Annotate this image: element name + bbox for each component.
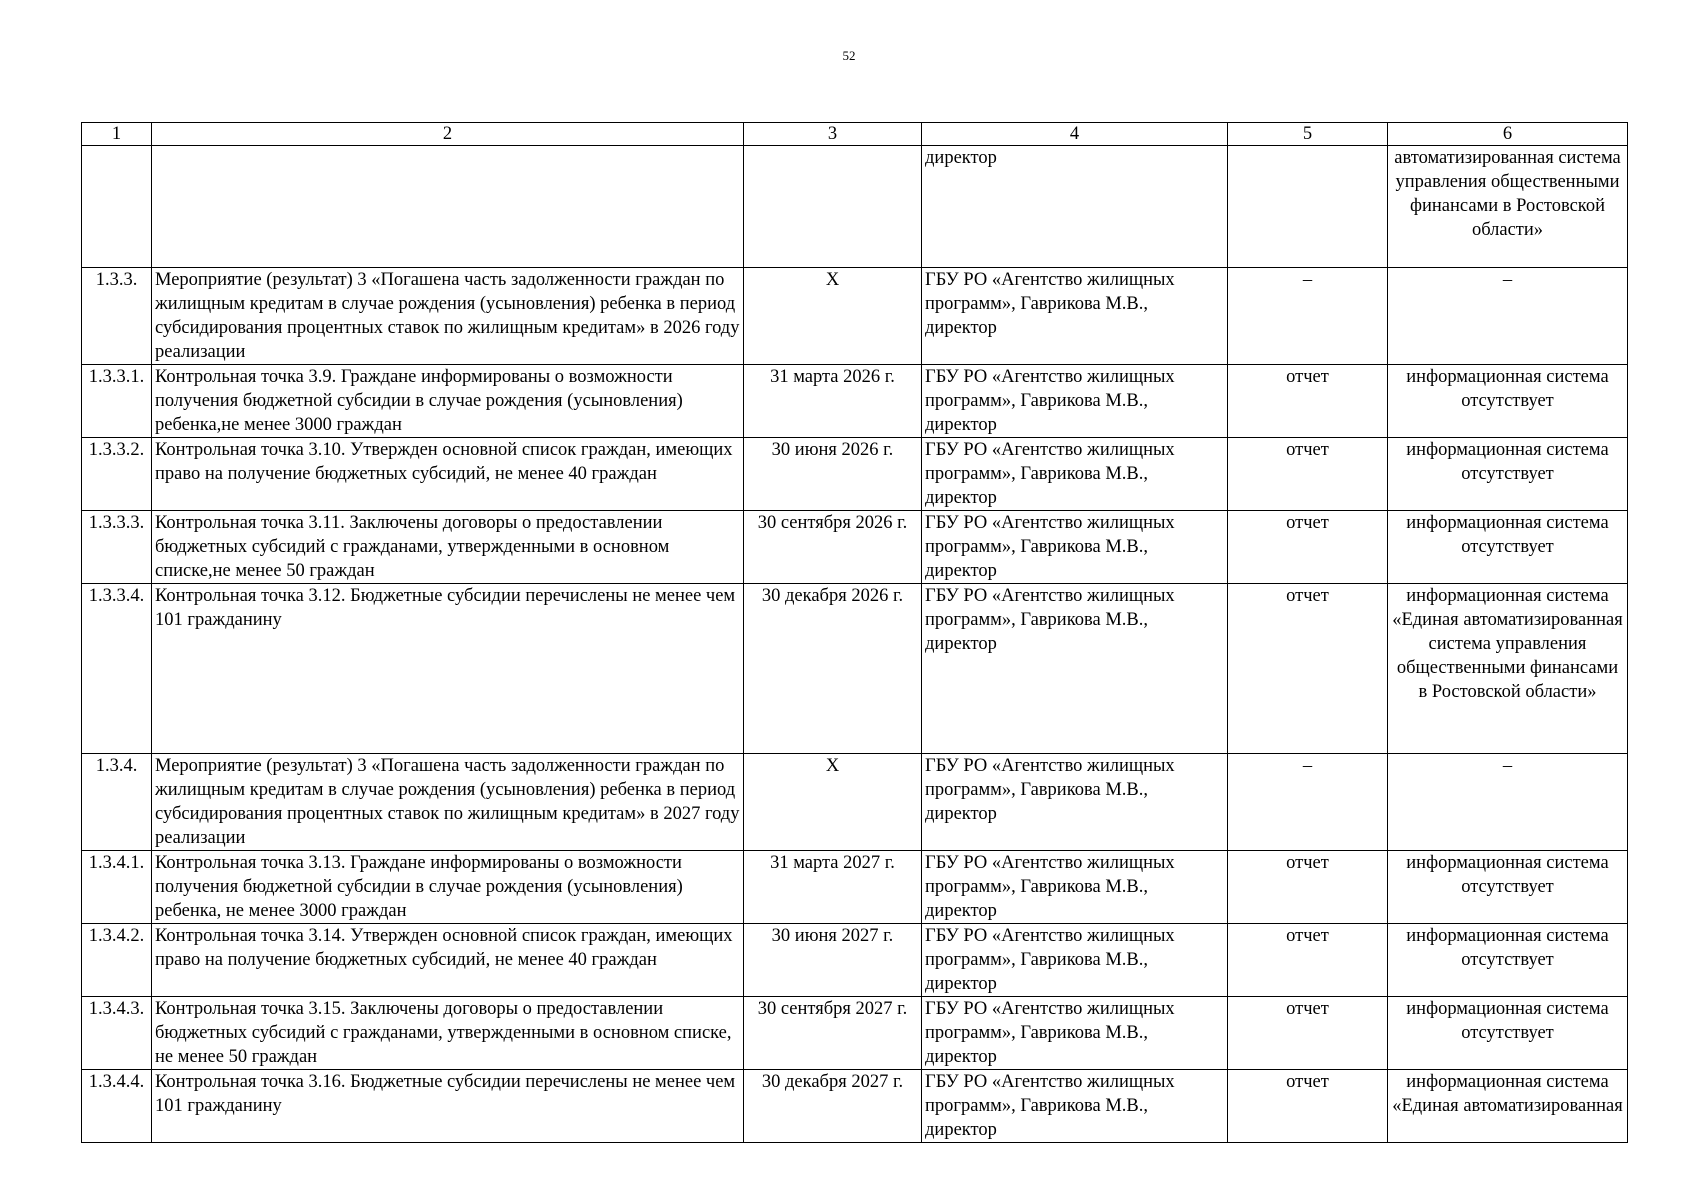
row-name: Контрольная точка 3.13. Граждане информированы о возможности получения бюджетной субсидии в случае рождения (усыновления) ребенка, не менее 3000 граждан <box>152 851 744 924</box>
row-responsible: ГБУ РО «Агентство жилищных программ», Гаврикова М.В., директор <box>922 268 1228 365</box>
row-date: 31 марта 2026 г. <box>744 365 922 438</box>
row-number: 1.3.4.3. <box>82 997 152 1070</box>
row-system: – <box>1388 754 1628 851</box>
table-row <box>82 754 1628 851</box>
row-name: Мероприятие (результат) 3 «Погашена часть задолженности граждан по жилищным кредитам в случае рождения (усыновления) ребенка в период субсидирования процентных ставок по жилищным кредитам» в 2026 году реализации <box>152 268 744 365</box>
header-col-1: 1 <box>82 123 152 146</box>
row-document: отчет <box>1228 584 1388 754</box>
row-name: Контрольная точка 3.14. Утвержден основной список граждан, имеющих право на получение бюджетных субсидий, не менее 40 граждан <box>152 924 744 997</box>
row-document: – <box>1228 754 1388 851</box>
row-responsible: ГБУ РО «Агентство жилищных программ», Гаврикова М.В., директор <box>922 438 1228 511</box>
row-responsible: ГБУ РО «Агентство жилищных программ», Гаврикова М.В., директор <box>922 1070 1228 1143</box>
row-document: отчет <box>1228 997 1388 1070</box>
row-date: 30 июня 2027 г. <box>744 924 922 997</box>
table-row <box>82 268 1628 365</box>
row-name: Контрольная точка 3.10. Утвержден основной список граждан, имеющих право на получение бюджетных субсидий, не менее 40 граждан <box>152 438 744 511</box>
table-row <box>82 584 1628 754</box>
row-number: 1.3.4.4. <box>82 1070 152 1143</box>
row-system: информационная система отсутствует <box>1388 924 1628 997</box>
row-name: Мероприятие (результат) 3 «Погашена часть задолженности граждан по жилищным кредитам в случае рождения (усыновления) ребенка в период субсидирования процентных ставок по жилищным кредитам» в 2027 году реализации <box>152 754 744 851</box>
row-document: отчет <box>1228 511 1388 584</box>
row-responsible: ГБУ РО «Агентство жилищных программ», Гаврикова М.В., директор <box>922 511 1228 584</box>
row-date: 30 декабря 2026 г. <box>744 584 922 754</box>
header-col-3: 3 <box>744 123 922 146</box>
header-col-4: 4 <box>922 123 1228 146</box>
row-name: Контрольная точка 3.9. Граждане информированы о возможности получения бюджетной субсидии в случае рождения (усыновления) ребенка,не менее 3000 граждан <box>152 365 744 438</box>
row-system: информационная система «Единая автоматизированная система управления общественными финансами в Ростовской области» <box>1388 584 1628 754</box>
row-system: информационная система «Единая автоматизированная <box>1388 1070 1628 1143</box>
header-col-5: 5 <box>1228 123 1388 146</box>
row-document: отчет <box>1228 365 1388 438</box>
row-responsible: ГБУ РО «Агентство жилищных программ», Гаврикова М.В., директор <box>922 365 1228 438</box>
row-responsible: ГБУ РО «Агентство жилищных программ», Гаврикова М.В., директор <box>922 851 1228 924</box>
row-date: 31 марта 2027 г. <box>744 851 922 924</box>
row-date: 30 сентября 2027 г. <box>744 997 922 1070</box>
row-name: Контрольная точка 3.11. Заключены договоры о предоставлении бюджетных субсидий с гражданами, утвержденными в основном списке,не менее 50 граждан <box>152 511 744 584</box>
row-number: 1.3.3.2. <box>82 438 152 511</box>
row-number: 1.3.3.3. <box>82 511 152 584</box>
table-row <box>82 438 1628 511</box>
table-row <box>82 146 1628 268</box>
row-name: Контрольная точка 3.16. Бюджетные субсидии перечислены не менее чем 101 гражданину <box>152 1070 744 1143</box>
table-row <box>82 1070 1628 1143</box>
row-system: информационная система отсутствует <box>1388 851 1628 924</box>
header-col-2: 2 <box>152 123 744 146</box>
row-number: 1.3.3.1. <box>82 365 152 438</box>
row-date: 30 декабря 2027 г. <box>744 1070 922 1143</box>
header-row <box>82 123 1628 146</box>
row-responsible: директор <box>922 146 1228 268</box>
row-document: – <box>1228 268 1388 365</box>
row-system: информационная система отсутствует <box>1388 997 1628 1070</box>
row-number: 1.3.4. <box>82 754 152 851</box>
row-responsible: ГБУ РО «Агентство жилищных программ», Гаврикова М.В., директор <box>922 924 1228 997</box>
table-row <box>82 997 1628 1070</box>
row-system: автоматизированная система управления общественными финансами в Ростовской области» <box>1388 146 1628 268</box>
row-system: информационная система отсутствует <box>1388 511 1628 584</box>
row-name <box>152 146 744 268</box>
row-system: – <box>1388 268 1628 365</box>
row-system: информационная система отсутствует <box>1388 438 1628 511</box>
row-number: 1.3.3. <box>82 268 152 365</box>
row-number <box>82 146 152 268</box>
row-number: 1.3.4.2. <box>82 924 152 997</box>
row-document: отчет <box>1228 438 1388 511</box>
row-system: информационная система отсутствует <box>1388 365 1628 438</box>
page-number: 52 <box>842 48 856 63</box>
row-document: отчет <box>1228 1070 1388 1143</box>
row-responsible: ГБУ РО «Агентство жилищных программ», Гаврикова М.В., директор <box>922 997 1228 1070</box>
row-date <box>744 146 922 268</box>
row-number: 1.3.4.1. <box>82 851 152 924</box>
row-name: Контрольная точка 3.15. Заключены договоры о предоставлении бюджетных субсидий с гражданами, утвержденными в основном списке, не менее 50 граждан <box>152 997 744 1070</box>
table-row <box>82 511 1628 584</box>
row-document: отчет <box>1228 851 1388 924</box>
row-responsible: ГБУ РО «Агентство жилищных программ», Гаврикова М.В., директор <box>922 754 1228 851</box>
plan-table <box>81 122 1628 1143</box>
row-name: Контрольная точка 3.12. Бюджетные субсидии перечислены не менее чем 101 гражданину <box>152 584 744 754</box>
row-responsible: ГБУ РО «Агентство жилищных программ», Гаврикова М.В., директор <box>922 584 1228 754</box>
header-col-6: 6 <box>1388 123 1628 146</box>
row-date: Х <box>744 268 922 365</box>
row-number: 1.3.3.4. <box>82 584 152 754</box>
row-date: 30 июня 2026 г. <box>744 438 922 511</box>
table-row <box>82 851 1628 924</box>
row-date: 30 сентября 2026 г. <box>744 511 922 584</box>
row-date: Х <box>744 754 922 851</box>
row-document: отчет <box>1228 924 1388 997</box>
row-document <box>1228 146 1388 268</box>
table-row <box>82 924 1628 997</box>
table-row <box>82 365 1628 438</box>
